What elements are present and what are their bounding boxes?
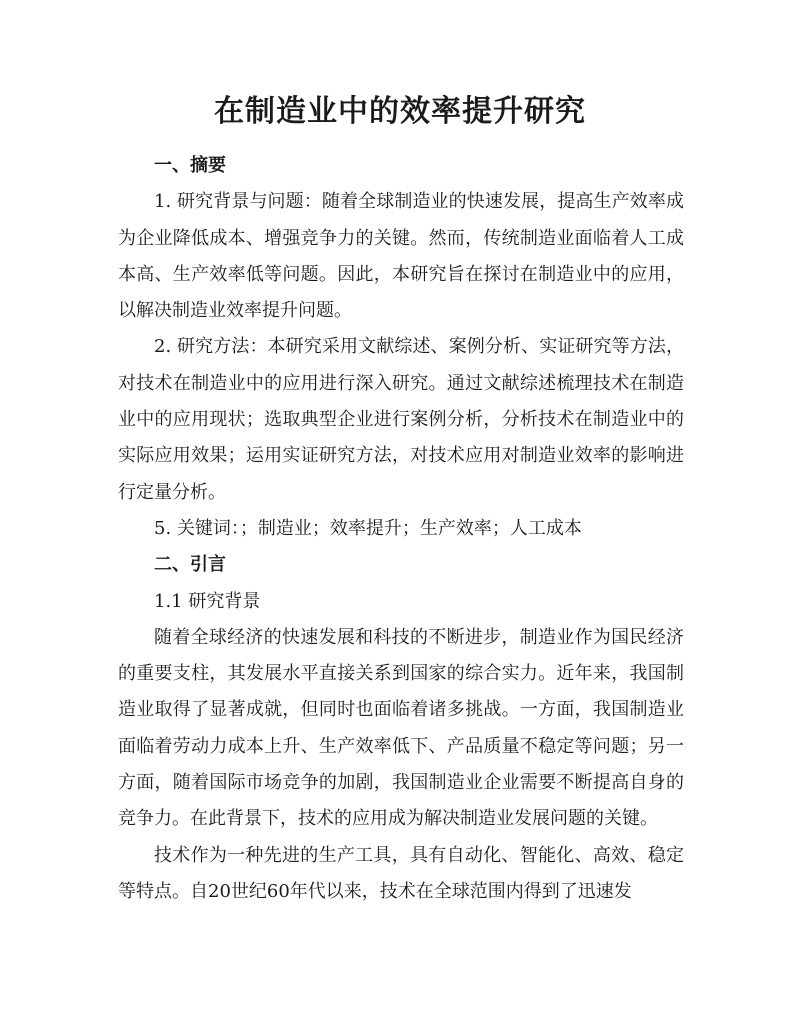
introduction-heading: 二、引言 bbox=[154, 554, 226, 576]
abstract-paragraph-methods: 2. 研究方法：本研究采用文献综述、案例分析、实证研究等方法，对技术在制造业中的应用进行深入研究。通过文献综述梳理技术在制造业中的应用现状；选取典型企业进行案例分析，分析技术在制造业中的实际应用效果；运用实证研究方法，对技术应用对制造业效率的影响进行定量分析。 bbox=[118, 336, 684, 503]
intro-paragraph-1: 随着全球经济的快速发展和科技的不断进步，制造业作为国民经济的重要支柱，其发展水平直接关系到国家的综合实力。近年来，我国制造业取得了显著成就，但同时也面临着诸多挑战。一方面，我国制造业面临着劳动力成本上升、生产效率低下、产品质量不稳定等问题；另一方面，随着国际市场竞争的加剧，我国制造业企业需要不断提高自身的竞争力。在此背景下，技术的应用成为解决制造业发展问题的关键。 bbox=[118, 626, 684, 830]
document-title: 在制造业中的效率提升研究 bbox=[214, 94, 586, 129]
abstract-heading: 一、摘要 bbox=[154, 155, 226, 176]
document-body bbox=[118, 148, 684, 910]
abstract-paragraph-background: 1. 研究背景与问题：随着全球制造业的快速发展，提高生产效率成为企业降低成本、增强竞争力的关键。然而，传统制造业面临着人工成本高、生产效率低等问题。因此，本研究旨在探讨在制造业中的应用，以解决制造业效率提升问题。 bbox=[118, 191, 684, 322]
section-1-1-heading: 1.1 研究背景 bbox=[154, 590, 261, 612]
intro-paragraph-2: 技术作为一种先进的生产工具，具有自动化、智能化、高效、稳定等特点。自20世纪60年代以来，技术在全球范围内得到了迅速发 bbox=[118, 844, 684, 902]
keywords-line: 5. 关键词：；制造业；效率提升；生产效率；人工成本 bbox=[154, 517, 582, 539]
